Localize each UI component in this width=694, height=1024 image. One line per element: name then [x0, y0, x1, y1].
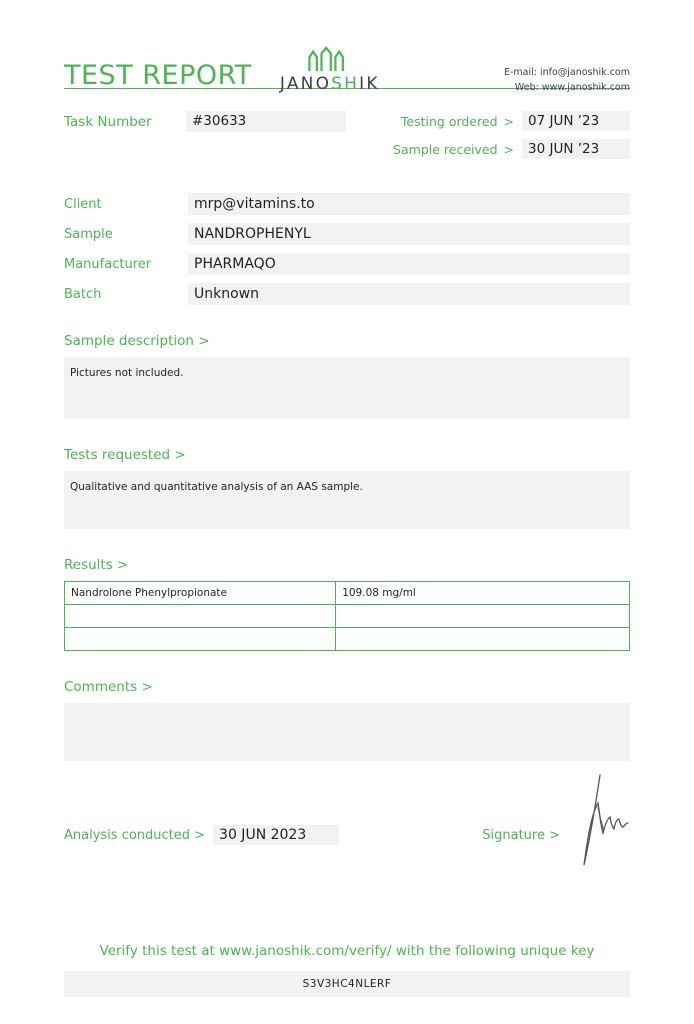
contact-web: Web: www.janoshik.com	[514, 81, 630, 93]
result-substance: Nandrolone Phenylpropionate	[65, 582, 336, 605]
client-label: Client	[64, 196, 102, 212]
report-header	[64, 0, 630, 94]
chevron-right-icon: >	[503, 113, 514, 129]
client-value: mrp@vitamins.to	[188, 193, 630, 215]
testing-ordered-label: Testing ordered	[400, 113, 498, 129]
verify-text: Verify this test at www.janoshik.com/verify/ with the following unique key	[99, 943, 595, 959]
results-table	[64, 581, 630, 651]
sample-description-heading: Sample description >	[64, 333, 210, 349]
analysis-conducted-label: Analysis conducted >	[64, 827, 206, 843]
result-amount	[336, 628, 630, 651]
logo-word-part3: IK	[359, 74, 380, 94]
analysis-conducted-value: 30 JUN 2023	[213, 825, 339, 845]
results-heading: Results >	[64, 557, 129, 573]
task-row	[64, 111, 630, 159]
table-row	[65, 605, 630, 628]
info-row-sample	[64, 223, 630, 245]
manufacturer-label: Manufacturer	[64, 256, 152, 272]
testing-ordered-value: 07 JUN ’23	[522, 111, 630, 131]
batch-value: Unknown	[188, 283, 630, 305]
signature-group	[482, 801, 630, 869]
mountain-logo-icon	[302, 46, 358, 72]
result-substance	[65, 605, 336, 628]
contact-email: E-mail: info@janoshik.com	[503, 67, 630, 78]
task-number-label: Task Number	[64, 113, 152, 130]
testing-ordered-row	[401, 111, 630, 131]
page-title: TEST REPORT	[64, 60, 252, 91]
result-amount: 109.08 mg/ml	[336, 582, 630, 605]
logo-word-part2: SH	[331, 74, 360, 94]
signature-label: Signature >	[482, 827, 560, 843]
batch-label: Batch	[64, 286, 102, 302]
sample-received-value: 30 JUN ’23	[522, 139, 630, 159]
janoshik-logo	[280, 44, 380, 94]
tests-requested-heading: Tests requested >	[64, 447, 186, 463]
contact-info	[504, 44, 630, 95]
task-number-group	[64, 111, 346, 132]
task-number-value: #30633	[186, 111, 346, 132]
table-row	[65, 582, 630, 605]
sample-received-label: Sample received	[393, 141, 498, 157]
table-row	[65, 628, 630, 651]
comments-box	[64, 703, 630, 761]
result-amount	[336, 605, 630, 628]
logo-wordmark	[280, 74, 380, 94]
info-row-client	[64, 193, 630, 215]
sample-value: NANDROPHENYL	[188, 223, 630, 245]
task-dates	[393, 111, 630, 159]
sample-label: Sample	[64, 226, 113, 242]
signature-icon	[570, 773, 630, 869]
analysis-row	[64, 801, 630, 869]
logo-word-part1: JANO	[279, 74, 332, 94]
result-substance	[65, 628, 336, 651]
chevron-right-icon: >	[503, 141, 514, 157]
info-row-batch	[64, 283, 630, 305]
info-row-manufacturer	[64, 253, 630, 275]
info-block	[64, 193, 630, 305]
unique-key-value: S3V3HC4NLERF	[64, 971, 630, 997]
comments-heading: Comments >	[64, 679, 153, 695]
sample-description-box: Pictures not included.	[64, 357, 630, 419]
sample-received-row	[393, 139, 630, 159]
tests-requested-box: Qualitative and quantitative analysis of an AAS sample.	[64, 471, 630, 529]
manufacturer-value: PHARMAQO	[188, 253, 630, 275]
